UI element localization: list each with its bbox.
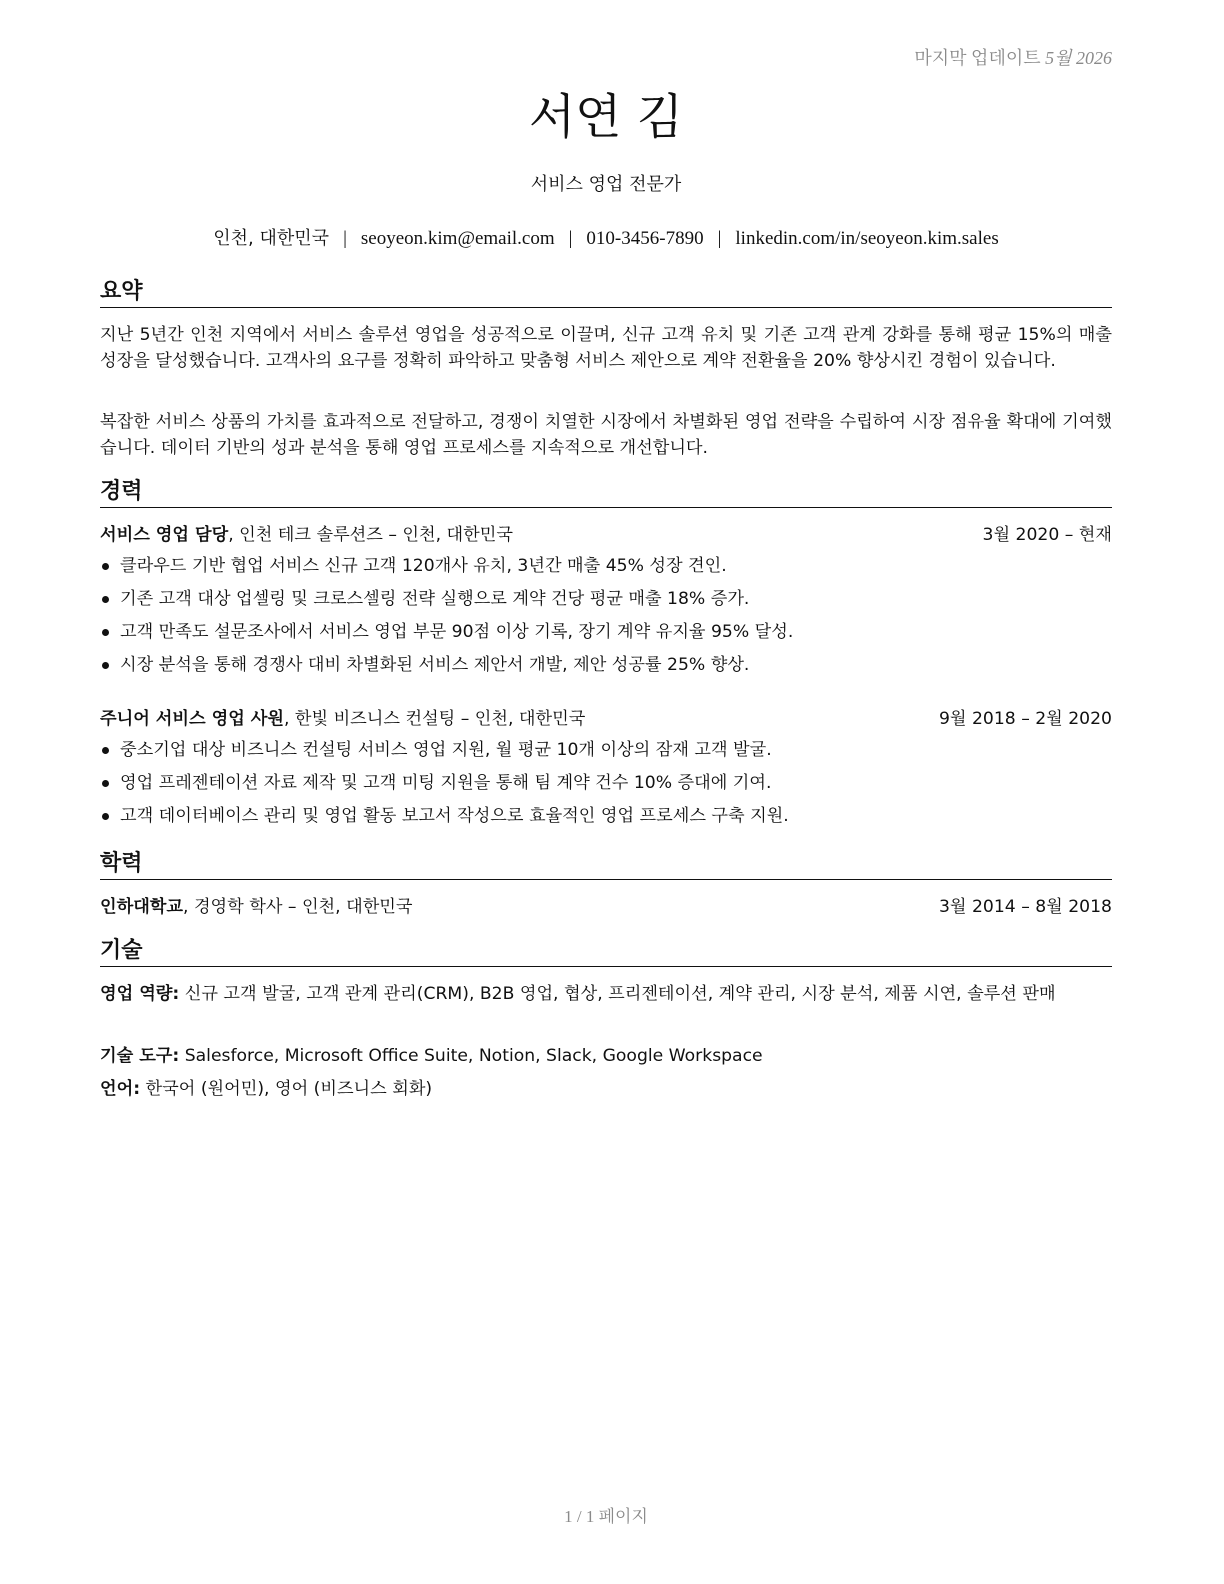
section-heading-education: 학력 bbox=[100, 851, 1112, 880]
education-dates: 3월 2014 – 8월 2018 bbox=[938, 897, 1112, 917]
skill-line-languages bbox=[100, 1076, 1112, 1102]
last-updated bbox=[914, 44, 1112, 70]
job-organization: , 인천 테크 솔루션즈 – 인천, 대한민국 bbox=[228, 525, 513, 545]
education-entry bbox=[100, 895, 1112, 919]
skill-line-sales bbox=[100, 981, 1112, 1007]
section-heading-summary: 요약 bbox=[100, 279, 1112, 308]
skill-label: 언어: bbox=[100, 1079, 141, 1099]
skill-value: 한국어 (원어민), 영어 (비즈니스 회화) bbox=[140, 1079, 433, 1099]
job-organization: , 한빛 비즈니스 컨설팅 – 인천, 대한민국 bbox=[283, 709, 586, 729]
job-entry-1 bbox=[100, 523, 1112, 547]
list-item: 시장 분석을 통해 경쟁사 대비 차별화된 서비스 제안서 개발, 제안 성공률 25% 향상. bbox=[100, 653, 1112, 686]
list-item: 고객 데이터베이스 관리 및 영업 활동 보고서 작성으로 효율적인 영업 프로세스 구축 지원. bbox=[100, 804, 1112, 837]
last-updated-date: 5월 2026 bbox=[1045, 48, 1112, 68]
skill-label: 영업 역량: bbox=[100, 984, 180, 1004]
candidate-name: 서연 김 bbox=[528, 89, 684, 145]
skill-value: 신규 고객 발굴, 고객 관계 관리(CRM), B2B 영업, 협상, 프리젠테이션, 계약 관리, 시장 분석, 제품 시연, 솔루션 판매 bbox=[179, 984, 1056, 1004]
list-item: 기존 고객 대상 업셀링 및 크로스셀링 전략 실행으로 계약 건당 평균 매출 18% 증가. bbox=[100, 587, 1112, 620]
last-updated-prefix: 마지막 업데이트 bbox=[914, 48, 1041, 68]
contact-email[interactable]: seoyeon.kim@email.com bbox=[360, 228, 555, 249]
section-heading-experience: 경력 bbox=[100, 479, 1112, 508]
contact-separator: | bbox=[343, 228, 347, 249]
resume-page bbox=[100, 0, 1112, 1584]
job-dates: 3월 2020 – 현재 bbox=[982, 525, 1112, 545]
job-entry-2 bbox=[100, 707, 1112, 731]
skill-label: 기술 도구: bbox=[100, 1046, 180, 1066]
summary-paragraph-1: 지난 5년간 인천 지역에서 서비스 솔루션 영업을 성공적으로 이끌며, 신규 고객 유치 및 기존 고객 관계 강화를 통해 평균 15%의 매출 성장을 달성했습니다. 고객사의 요구를 정확히 파악하고 맞춤형 서비스 제안으로 계약 전환율을 20% 향상시킨 경험이 있습니다. bbox=[100, 325, 1112, 371]
job-bullets-1 bbox=[100, 554, 1112, 686]
job-bullets-2 bbox=[100, 738, 1112, 837]
contact-phone[interactable]: 010-3456-7890 bbox=[586, 228, 704, 249]
job-role: 주니어 서비스 영업 사원 bbox=[100, 709, 284, 729]
skill-value: Salesforce, Microsoft Office Suite, Notion, Slack, Google Workspace bbox=[179, 1046, 763, 1066]
page-indicator: 1 / 1 페이지 bbox=[564, 1507, 648, 1526]
list-item: 고객 만족도 설문조사에서 서비스 영업 부문 90점 이상 기록, 장기 계약 유지율 95% 달성. bbox=[100, 620, 1112, 653]
education-detail: , 경영학 학사 – 인천, 대한민국 bbox=[183, 897, 413, 917]
contact-separator: | bbox=[568, 228, 573, 249]
list-item: 중소기업 대상 비즈니스 컨설팅 서비스 영업 지원, 월 평균 10개 이상의 잠재 고객 발굴. bbox=[100, 738, 1112, 771]
contact-separator: | bbox=[717, 228, 722, 249]
education-school: 인하대학교 bbox=[100, 897, 184, 917]
job-dates: 9월 2018 – 2월 2020 bbox=[938, 709, 1112, 729]
list-item: 클라우드 기반 협업 서비스 신규 고객 120개사 유치, 3년간 매출 45% 성장 견인. bbox=[100, 554, 1112, 587]
candidate-title: 서비스 영업 전문가 bbox=[530, 174, 682, 195]
section-heading-skills: 기술 bbox=[100, 938, 1112, 967]
summary-paragraph-2: 복잡한 서비스 상품의 가치를 효과적으로 전달하고, 경쟁이 치열한 시장에서 차별화된 영업 전략을 수립하여 시장 점유율 확대에 기여했습니다. 데이터 기반의 성과 분석을 통해 영업 프로세스를 지속적으로 개선합니다. bbox=[100, 412, 1112, 458]
skill-line-tools bbox=[100, 1043, 1112, 1069]
contact-linkedin[interactable]: linkedin.com/in/seoyeon.kim.sales bbox=[735, 228, 999, 249]
list-item: 영업 프레젠테이션 자료 제작 및 고객 미팅 지원을 통해 팀 계약 건수 10% 증대에 기여. bbox=[100, 771, 1112, 804]
contact-location: 인천, 대한민국 bbox=[213, 228, 330, 249]
job-role: 서비스 영업 담당 bbox=[100, 525, 229, 545]
contact-line bbox=[100, 224, 1112, 250]
